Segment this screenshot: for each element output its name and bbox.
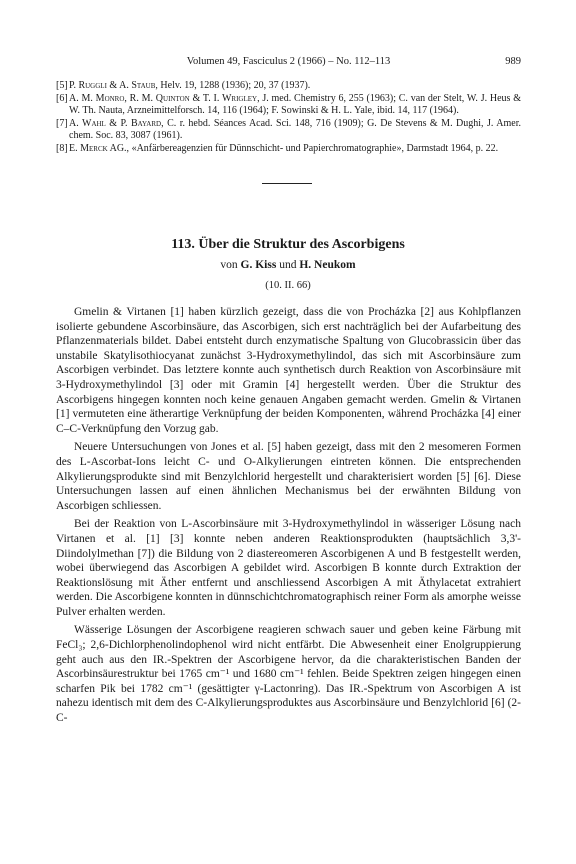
reference-item — [56, 118, 521, 143]
reference-citation: J. med. Chemistry 6, 255 (1963); C. van der Stelt, W. J. Heus & W. Th. Nauta, Arzneimittelforsch. 14, 116 (1964); F. Sowinski & H. L. Yale, ibid. 14, 117 (1964). — [69, 92, 521, 117]
reference-authors: P. Ruggli & A. Staub, — [69, 80, 158, 91]
reference-authors: A. Wahl & P. Bayard, — [69, 117, 164, 129]
and-word: und — [279, 259, 297, 271]
by-word: von — [220, 259, 238, 271]
reference-number: [6] — [56, 92, 68, 104]
body-paragraph: Bei der Reaktion von L-Ascorbinsäure mit 3-Hydroxymethylindol in wässeriger Lösung nach Virtanen et al. [1] [3] konnte neben anderen Reaktionsprodukten (hauptsächlich 3,3'-Diindolylmethan [7]) die Bildung von 2 diastereomeren Ascorbigenen A und B festgestellt werden, wobei überwiegend das Ascorbigen A gebildet wird. Ascorbigen B konnte durch Extraktion der Reaktionslösung mit Äther entfernt und anschliessend Ascorbigen A mit Äthylacetat extrahiert werden. Die Ascorbigene konnten in dünnschichtchromatographisch reiner Form als amorphe weisse Pulver erhalten werden. — [56, 518, 521, 618]
reference-authors: A. M. Monro, R. M. Quinton & T. I. Wrigley, — [69, 92, 260, 104]
reference-number: [7] — [56, 117, 68, 129]
reference-authors: E. Merck AG., — [69, 142, 130, 154]
reference-citation: «Anfärbereagenzien für Dünnschicht- und Papierchromatographie», Darmstadt 1964, p. 22. — [131, 142, 499, 154]
author-name: H. Neukom — [299, 259, 356, 271]
reference-item — [56, 93, 521, 118]
author-byline — [0, 259, 576, 271]
journal-volume-line: Volumen 49, Fasciculus 2 (1966) – No. 112–113 — [186, 56, 391, 67]
article-title: 113. Über die Struktur des Ascorbigens — [171, 237, 405, 252]
received-date: (10. II. 66) — [265, 280, 311, 291]
running-header — [56, 56, 521, 70]
body-paragraph: Gmelin & Virtanen [1] haben kürzlich gezeigt, dass die von Procházka [2] aus Kohlpflanzen isolierte gebundene Ascorbinsäure, das Ascorbigen, sich erst nachträglich bei der Aufarbeitung des Pflanzenmaterials bildet. Dabei entsteht durch enzymatische Spaltung von Glucobrassicin über das unstabile Skatylisothiocyanat zunächst 3-Hydroxymethylindol, das sich mit Ascorbinsäure zum Ascorbigen verbindet. Das letztere konnte auch synthetisch durch Reaktion von Ascorbinsäure mit 3-Hydroxymethylindol [3] oder mit Gramin [4] hergestellt werden. Über die Struktur des Ascorbigens hingegen konnten noch keine genauen Angaben gemacht werden. Gmelin & Virtanen [1] vermuteten eine ätherartige Verknüpfung der beiden Komponenten, während Procházka [4] einer C–C-Verknüpfung den Vorzug gab. — [56, 306, 521, 435]
reference-item — [56, 80, 521, 93]
page-number: 989 — [505, 56, 521, 67]
article-body — [56, 305, 521, 730]
reference-item — [56, 143, 521, 156]
body-paragraph: Wässerige Lösungen der Ascorbigene reagieren schwach sauer und geben keine Färbung mit FeCl₃; 2,6-Dichlorphenolindophenol wird nicht entfärbt. Die Abwesenheit einer Enolgruppierung geht auch aus den IR.-Spektren der Ascorbigene hervor, da die charakteristischen Banden der Ascorbinsäurestruktur bei 1765 cm⁻¹ und 1680 cm⁻¹ fehlen. Beide Spektren zeigen hingegen einen scharfen Pik bei 1782 cm⁻¹ (gesättigter γ-Lactonring). Das IR.-Spektrum von Ascorbigen A ist nahezu identisch mit dem des C-Alkylierungsproduktes aus Ascorbinsäure und Benzylchlorid [6] (2-C- — [56, 624, 521, 725]
reference-number: [5] — [56, 80, 68, 91]
author-name: G. Kiss — [240, 259, 277, 271]
section-divider — [262, 183, 312, 184]
reference-list — [56, 80, 521, 156]
body-paragraph: Neuere Untersuchungen von Jones et al. [5] haben gezeigt, dass mit den 2 mesomeren Formen des L-Ascorbat-Ions leicht C- und O-Alkylierungen eintreten können. Die entsprechenden Alkylierungsprodukte sind mit Benzylchlorid hergestellt und charakterisiert worden [5] [6]. Diese Untersuchungen lassen auf einen ähnlichen Mechanismus bei der erwähnten Bildung von Ascorbigen schliessen. — [56, 441, 521, 512]
reference-number: [8] — [56, 142, 68, 154]
reference-citation: Helv. 19, 1288 (1936); 20, 37 (1937). — [160, 80, 311, 91]
reference-citation: C. r. hebd. Séances Acad. Sci. 148, 716 (1909); G. De Stevens & M. Dughi, J. Amer. chem. Soc. 83, 3087 (1961). — [69, 117, 522, 142]
